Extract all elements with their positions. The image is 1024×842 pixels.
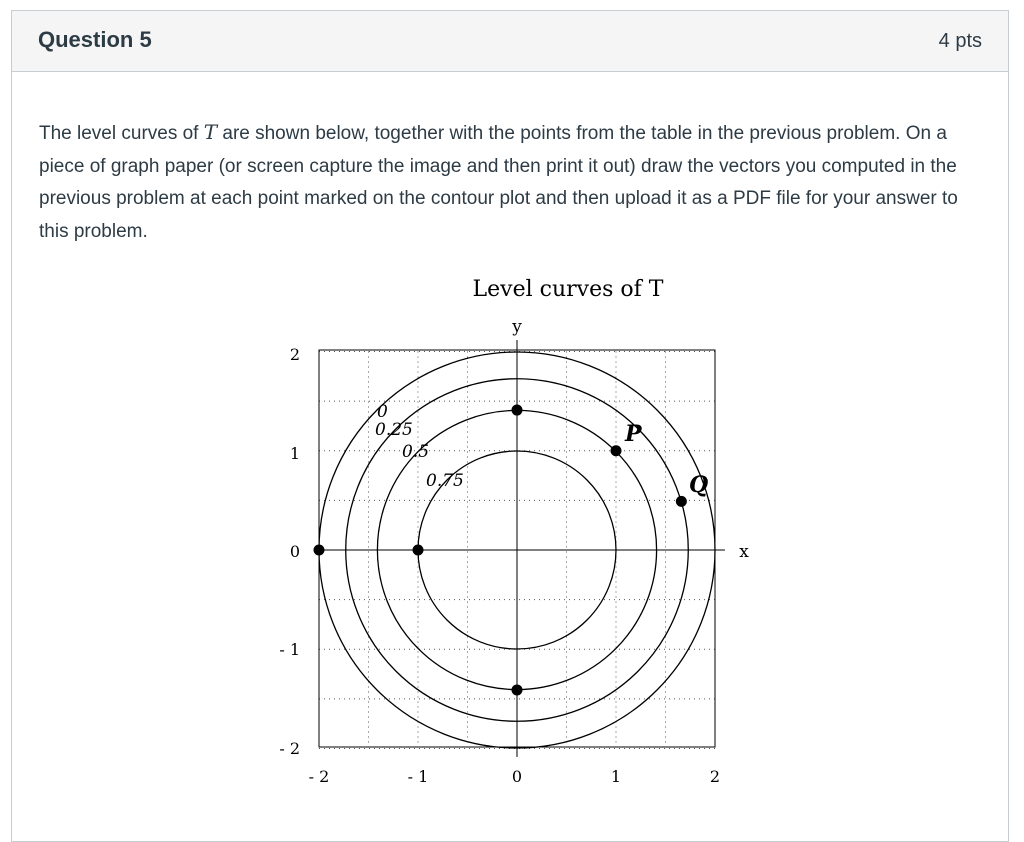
y-tick-label: - 2: [279, 739, 300, 758]
y-axis-label: y: [512, 317, 522, 337]
x-tick-label: - 1: [407, 767, 429, 786]
contour-label-0-75: 0.75: [426, 471, 464, 491]
x-tick-label: - 2: [308, 767, 330, 786]
x-tick-label: 2: [709, 767, 721, 786]
y-tick-label: 1: [289, 444, 300, 463]
x-tick-label: 1: [610, 767, 622, 786]
x-tick-label: 0: [511, 767, 523, 786]
data-point: [413, 545, 424, 556]
figure-title: Level curves of T: [472, 277, 664, 302]
point-label-Q: Q: [689, 472, 709, 498]
data-point: [512, 684, 523, 695]
question-points: 4 pts: [938, 30, 982, 52]
prompt-text-before: The level curves of: [39, 123, 204, 144]
contour-label-0: 0: [377, 402, 388, 422]
contour-label-0-5: 0.5: [402, 442, 430, 462]
variable-T: T: [203, 120, 218, 144]
point-Q: [676, 496, 687, 507]
x-axis-label: x: [739, 542, 749, 562]
data-point: [512, 405, 523, 416]
prompt-text-after: are shown below, together with the points from the table in the previous problem. On a piece of graph paper (or screen capture the image and then print it out) draw the vectors you computed in the previous problem at each point marked on the contour plot and then upload it as a PDF file for your answer to this problem.: [39, 123, 958, 242]
y-tick-label: 0: [289, 542, 300, 561]
y-tick-label: 2: [289, 345, 300, 364]
data-point: [314, 545, 325, 556]
point-P: [611, 445, 622, 456]
contour-label-0-25: 0.25: [375, 420, 413, 440]
question-title: Question 5: [38, 27, 152, 52]
y-tick-label: - 1: [279, 640, 300, 659]
point-label-P: P: [625, 421, 642, 447]
